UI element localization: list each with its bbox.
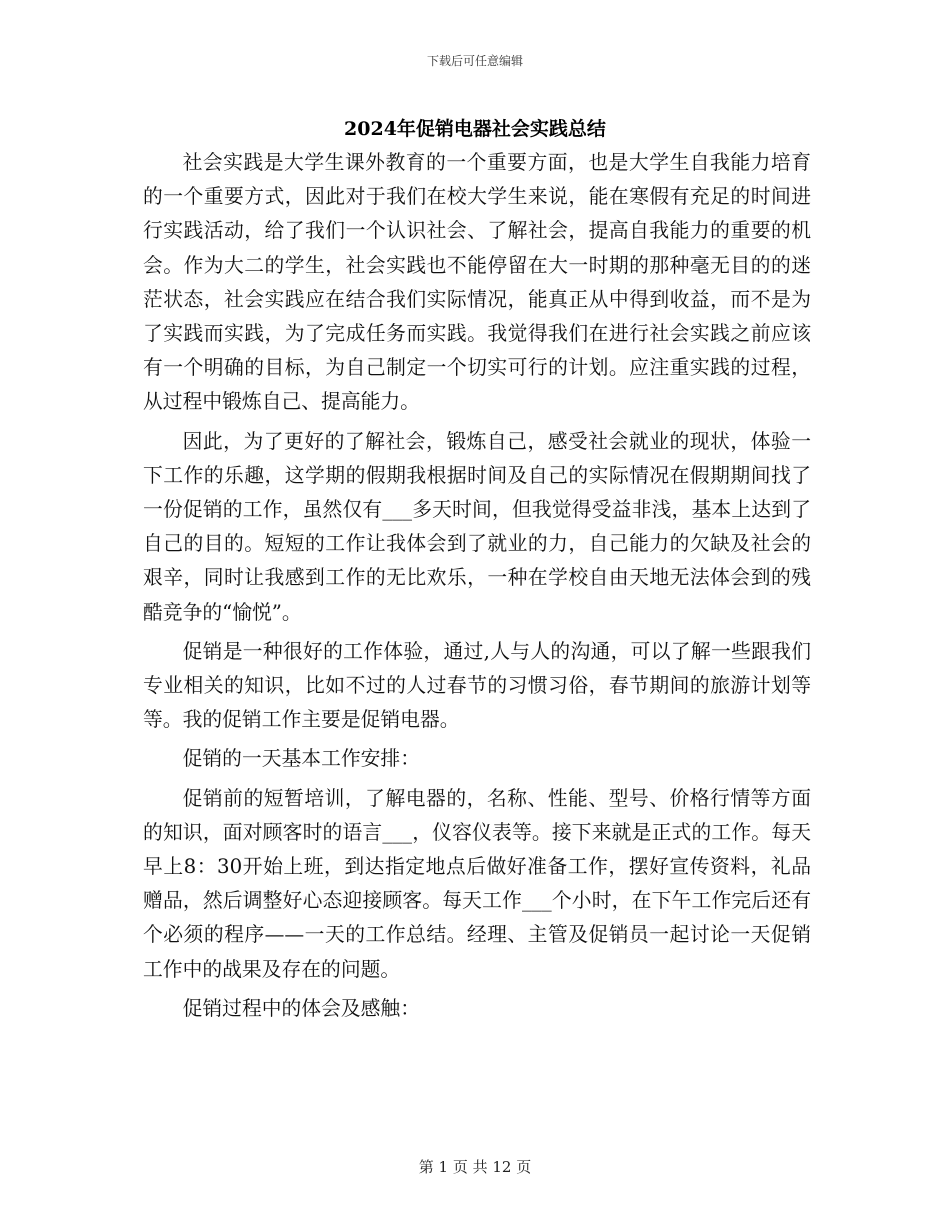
paragraph-3: 促销是一种很好的工作体验，通过,人与人的沟通，可以了解一些跟我们专业相关的知识，比如不过的人过春节的习惯习俗，春节期间的旅游计划等等。我的促销工作主要是促销电器。 <box>143 639 811 732</box>
paragraph-5: 促销前的短暂培训，了解电器的，名称、性能、型号、价格行情等方面的知识，面对顾客时的语言___，仪容仪表等。接下来就是正式的工作。每天早上8：30开始上班，到达指定地点后做好准备工作，摆好宣传资料，礼品赠品，然后调整好心态迎接顾客。每天工作___个小时，在下午工作完后还有个必须的程序——一天的工作总结。经理、主管及促销员一起讨论一天促销工作中的战果及存在的问题。 <box>143 786 811 981</box>
paragraph-6: 促销过程中的体会及感触： <box>182 996 420 1020</box>
paragraph-2: 因此，为了更好的了解社会，锻炼自己，感受社会就业的现状，体验一下工作的乐趣，这学期的假期我根据时间及自己的实际情况在假期期间找了一份促销的工作，虽然仅有___多天时间，但我觉得受益非浅，基本上达到了自己的目的。短短的工作让我体会到了就业的力，自己能力的欠缺及社会的艰辛，同时让我感到工作的无比欢乐，一种在学校自由天地无法体会到的残酷竞争的“愉悦”。 <box>143 429 811 624</box>
paragraph-1: 社会实践是大学生课外教育的一个重要方面，也是大学生自我能力培育的一个重要方式，因此对于我们在校大学生来说，能在寒假有充足的时间进行实践活动，给了我们一个认识社会、了解社会，提高自我能力的重要的机会。作为大二的学生，社会实践也不能停留在大一时期的那种毫无目的的迷茫状态，社会实践应在结合我们实际情况，能真正从中得到收益，而不是为了实践而实践，为了完成任务而实践。我觉得我们在进行社会实践之前应该有一个明确的目标，为自己制定一个切实可行的计划。应注重实践的过程，从过程中锻炼自己、提高能力。 <box>143 151 811 414</box>
document-title: 2024年促销电器社会实践总结 <box>344 118 606 140</box>
paragraph-4: 促销的一天基本工作安排： <box>182 747 420 771</box>
document-body <box>143 146 811 1031</box>
page-footer-number: 第 1 页 共 12 页 <box>418 1158 532 1176</box>
page-header-note: 下载后可任意编辑 <box>426 54 523 68</box>
